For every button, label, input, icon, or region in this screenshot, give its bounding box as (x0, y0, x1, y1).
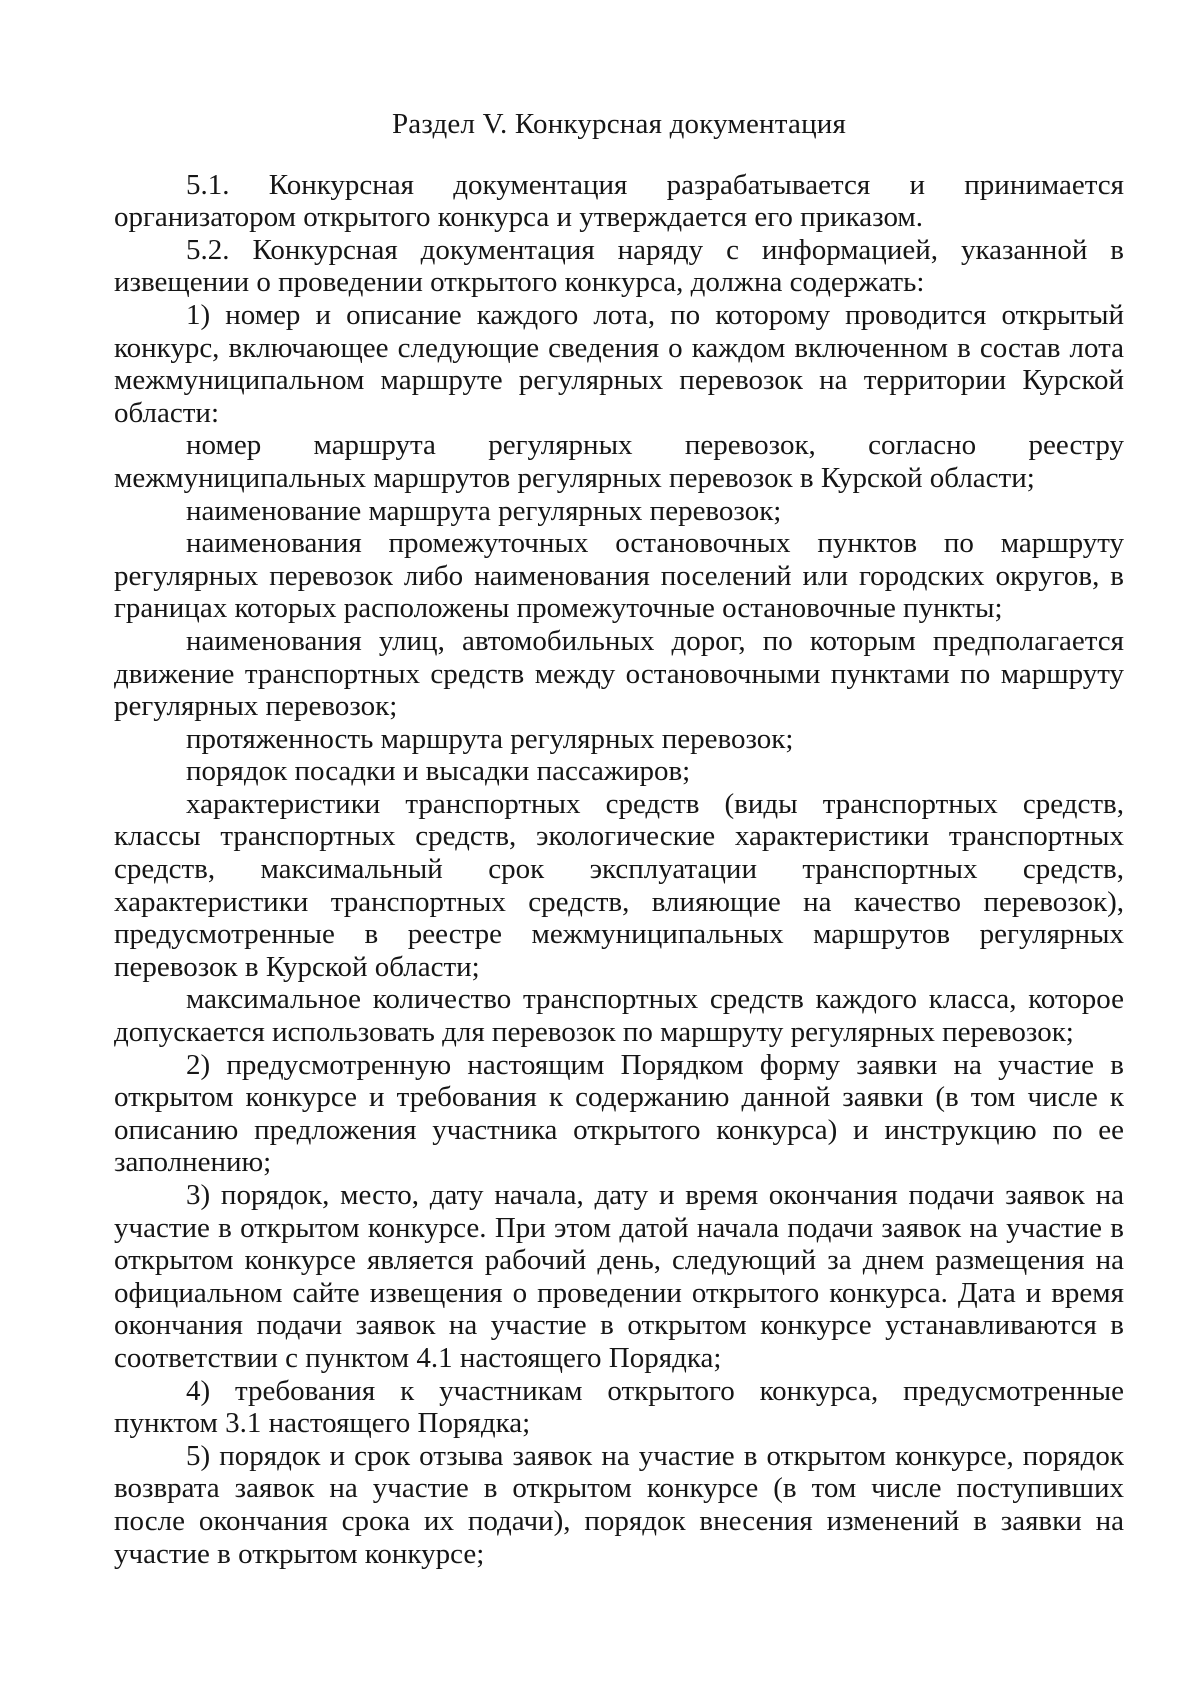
list-item-5: 5) порядок и срок отзыва заявок на участие в открытом конкурсе, порядок возврата заявок на участие в открытом конкурсе (в том числе поступивших после окончания срока их подачи), порядок внесения изменений в заявки на участие в открытом конкурсе; (114, 1439, 1124, 1570)
paragraph-5-2: 5.2. Конкурсная документация наряду с информацией, указанной в извещении о проведении открытого конкурса, должна содержать: (114, 233, 1124, 299)
list-item-4: 4) требования к участникам открытого конкурса, предусмотренные пунктом 3.1 настоящего Порядка; (114, 1374, 1124, 1440)
sub-item-boarding-order: порядок посадки и высадки пассажиров; (186, 755, 691, 788)
section-title: Раздел V. Конкурсная документация (391, 108, 847, 140)
sub-item-route-name: наименование маршрута регулярных перевозок; (186, 494, 782, 527)
sub-item-max-vehicles: максимальное количество транспортных средств каждого класса, которое допускается использовать для перевозок по маршруту регулярных перевозок; (114, 983, 1124, 1049)
sub-item-streets-roads: наименования улиц, автомобильных дорог, по которым предполагается движение транспортных средств между остановочными пунктами по маршруту регулярных перевозок; (114, 624, 1124, 723)
sub-item-intermediate-stops: наименования промежуточных остановочных пунктов по маршруту регулярных перевозок либо наименования поселений или городских округов, в границах которых расположены промежуточные остановочные пункты; (114, 527, 1124, 625)
sub-item-route-length: протяженность маршрута регулярных перевозок; (186, 722, 794, 755)
sub-item-route-number: номер маршрута регулярных перевозок, согласно реестру межмуниципальных маршрутов регулярных перевозок в Курской области; (114, 429, 1124, 494)
paragraph-5-1: 5.1. Конкурсная документация разрабатывается и принимается организатором открытого конкурса и утверждается его приказом. (114, 168, 1124, 234)
list-item-1: 1) номер и описание каждого лота, по которому проводится открытый конкурс, включающее следующие сведения о каждом включенном в состав лота межмуниципальном маршруте регулярных перевозок на территории Курской области: (114, 298, 1124, 429)
list-item-2: 2) предусмотренную настоящим Порядком форму заявки на участие в открытом конкурсе и требования к содержанию данной заявки (в том числе к описанию предложения участника открытого конкурса) и инструкцию по ее заполнению; (114, 1048, 1124, 1179)
document-page (114, 108, 1124, 1570)
sub-item-vehicle-characteristics: характеристики транспортных средств (виды транспортных средств, классы транспортных средств, экологические характеристики транспортных средств, максимальный срок эксплуатации транспортных средств, характеристики транспортных средств, влияющие на качество перевозок), предусмотренные в реестре межмуниципальных маршрутов регулярных перевозок в Курской области; (114, 787, 1124, 983)
list-item-3: 3) порядок, место, дату начала, дату и время окончания подачи заявок на участие в открытом конкурсе. При этом датой начала подачи заявок на участие в открытом конкурсе является рабочий день, следующий за днем размещения на официальном сайте извещения о проведении открытого конкурса. Дата и время окончания подачи заявок на участие в открытом конкурсе устанавливаются в соответствии с пунктом 4.1 настоящего Порядка; (114, 1179, 1124, 1374)
